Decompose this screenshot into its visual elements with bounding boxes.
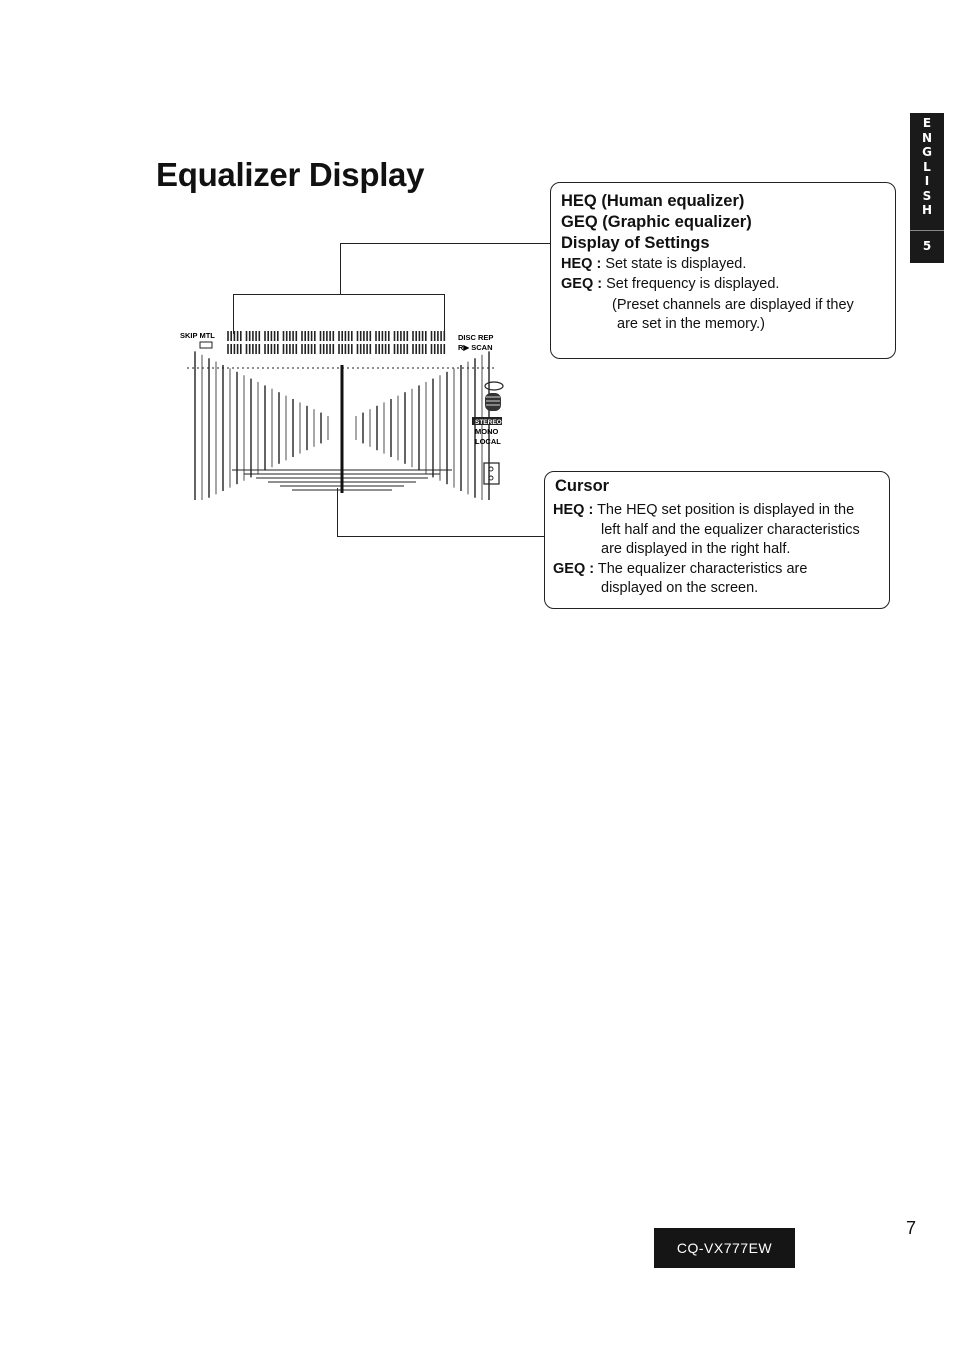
dot-matrix-text-area: [228, 331, 444, 354]
local-label: LOCAL: [475, 437, 501, 446]
heq-setting-row: [561, 255, 746, 275]
leader-line: [233, 294, 445, 295]
db-indicator-icon: [200, 342, 212, 348]
leader-line: [337, 536, 545, 537]
language-letter: G: [922, 145, 932, 159]
disc-icon: [485, 382, 503, 390]
cursor-callout: [544, 471, 890, 609]
geq-label: GEQ :: [561, 276, 603, 292]
skip-mtl-label: SKIP MTL: [180, 331, 215, 340]
cursor-geq-text: The equalizer characteristics are: [597, 561, 808, 577]
cassette-icon: [484, 463, 499, 484]
language-letter: S: [922, 188, 932, 203]
language-letter: H: [921, 203, 933, 217]
geq-setting-row: [561, 275, 779, 295]
geq-note-line: (Preset channels are displayed if they: [612, 297, 854, 313]
cursor-heq-text: The HEQ set position is displayed in the: [597, 502, 855, 518]
settings-callout: [550, 182, 896, 359]
section-number: 5: [910, 230, 944, 254]
cursor-geq-row: [553, 560, 807, 580]
display-settings-heading: Display of Settings: [561, 234, 710, 252]
cursor-geq-line: displayed on the screen.: [601, 580, 759, 596]
scan-label: R▶ SCAN: [458, 343, 493, 352]
page-title: Equalizer Display: [156, 156, 425, 193]
leader-line: [340, 243, 341, 295]
heq-heading: HEQ (Human equalizer): [561, 192, 745, 210]
equalizer-display-illustration: [172, 325, 512, 500]
heq-description: Set state is displayed.: [605, 256, 747, 272]
page-number: 7: [906, 1218, 917, 1238]
disc-rep-label: DISC REP: [458, 333, 494, 342]
language-tab: [910, 113, 944, 263]
geq-description: Set frequency is displayed.: [606, 276, 780, 292]
geq-note-line: are set in the memory.): [617, 316, 766, 332]
mono-label: MONO: [475, 427, 499, 436]
heq-label: HEQ :: [553, 502, 594, 518]
geq-label: GEQ :: [553, 561, 595, 577]
language-letter: E: [922, 116, 932, 130]
language-letter: I: [924, 174, 930, 188]
cursor-heq-row: [553, 501, 854, 521]
cursor-heq-line: left half and the equalizer characteristics: [601, 522, 860, 538]
stereo-label: STEREO: [475, 419, 502, 426]
heq-label: HEQ :: [561, 256, 602, 272]
language-letter: L: [923, 159, 931, 174]
leader-line: [340, 243, 551, 244]
settings-headings: [561, 191, 752, 254]
geq-heading: GEQ (Graphic equalizer): [561, 213, 752, 231]
cursor-heading: Cursor: [555, 477, 610, 495]
model-number-badge: CQ-VX777EW: [654, 1228, 795, 1268]
language-letter: N: [921, 130, 933, 145]
cd-stack-icon: [485, 393, 501, 411]
cursor-heq-line: are displayed in the right half.: [601, 541, 791, 557]
